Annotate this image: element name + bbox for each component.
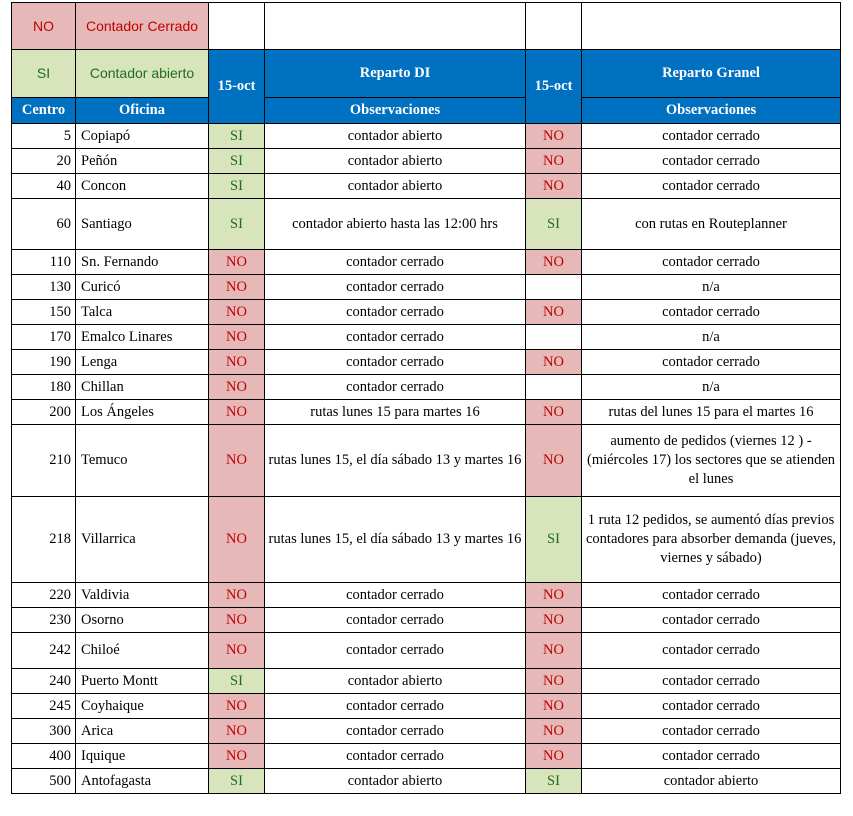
table-row [12, 769, 841, 794]
table-row [12, 669, 841, 694]
reparto-di-status: NO [209, 583, 265, 608]
table-row [12, 325, 841, 350]
table-row [12, 250, 841, 275]
reparto-granel-status [526, 275, 582, 300]
oficina-cell: Osorno [76, 608, 209, 633]
centro-cell: 20 [12, 149, 76, 174]
oficina-cell: Coyhaique [76, 694, 209, 719]
centro-cell: 242 [12, 633, 76, 669]
observacion-di-cell: contador abierto [265, 124, 526, 149]
oficina-cell: Santiago [76, 199, 209, 250]
table-row [12, 744, 841, 769]
observacion-di-cell: rutas lunes 15 para martes 16 [265, 400, 526, 425]
reparto-granel-status: NO [526, 633, 582, 669]
reparto-granel-status: NO [526, 250, 582, 275]
reparto-di-status: SI [209, 669, 265, 694]
reparto-di-status: SI [209, 769, 265, 794]
observacion-granel-cell: contador cerrado [582, 149, 841, 174]
reparto-di-status: NO [209, 400, 265, 425]
observacion-di-cell: contador abierto [265, 769, 526, 794]
centro-cell: 200 [12, 400, 76, 425]
reparto-granel-status [526, 375, 582, 400]
observacion-di-cell: contador cerrado [265, 744, 526, 769]
oficina-cell: Villarrica [76, 497, 209, 583]
table-row [12, 497, 841, 583]
centro-cell: 300 [12, 719, 76, 744]
header-observaciones-granel: Observaciones [582, 98, 841, 124]
reparto-di-status: NO [209, 633, 265, 669]
table-row [12, 719, 841, 744]
oficina-cell: Chiloé [76, 633, 209, 669]
reparto-di-status: NO [209, 275, 265, 300]
reparto-granel-status: SI [526, 769, 582, 794]
observacion-granel-cell: contador cerrado [582, 744, 841, 769]
observacion-di-cell: contador cerrado [265, 719, 526, 744]
table-row [12, 583, 841, 608]
header-oficina: Oficina [76, 98, 209, 124]
observacion-granel-cell: contador cerrado [582, 608, 841, 633]
reparto-granel-status: SI [526, 199, 582, 250]
observacion-di-cell: contador abierto [265, 174, 526, 199]
observacion-di-cell: contador cerrado [265, 375, 526, 400]
observacion-granel-cell: contador cerrado [582, 694, 841, 719]
reparto-granel-status: NO [526, 149, 582, 174]
observacion-granel-cell: con rutas en Routeplanner [582, 199, 841, 250]
table-row [12, 694, 841, 719]
header-date-di: 15-oct [209, 50, 265, 124]
reparto-granel-status: NO [526, 669, 582, 694]
reparto-granel-status: SI [526, 497, 582, 583]
reparto-granel-status: NO [526, 300, 582, 325]
reparto-di-status: NO [209, 744, 265, 769]
observacion-di-cell: contador cerrado [265, 608, 526, 633]
observacion-granel-cell: n/a [582, 275, 841, 300]
reparto-di-status: NO [209, 350, 265, 375]
centro-cell: 150 [12, 300, 76, 325]
reparto-granel-status: NO [526, 174, 582, 199]
oficina-cell: Puerto Montt [76, 669, 209, 694]
oficina-cell: Los Ángeles [76, 400, 209, 425]
oficina-cell: Temuco [76, 425, 209, 497]
legend-no-text: Contador Cerrado [76, 3, 209, 50]
reparto-granel-status: NO [526, 425, 582, 497]
status-table [11, 2, 841, 794]
observacion-di-cell: contador cerrado [265, 583, 526, 608]
centro-cell: 170 [12, 325, 76, 350]
observacion-di-cell: rutas lunes 15, el día sábado 13 y martes 16 [265, 497, 526, 583]
centro-cell: 60 [12, 199, 76, 250]
reparto-di-status: SI [209, 124, 265, 149]
table-row [12, 174, 841, 199]
centro-cell: 110 [12, 250, 76, 275]
observacion-granel-cell: contador cerrado [582, 669, 841, 694]
oficina-cell: Peñón [76, 149, 209, 174]
observacion-di-cell: contador cerrado [265, 350, 526, 375]
reparto-granel-status: NO [526, 719, 582, 744]
reparto-di-status: NO [209, 375, 265, 400]
observacion-di-cell: contador cerrado [265, 325, 526, 350]
observacion-di-cell: contador cerrado [265, 694, 526, 719]
blank-cell [265, 3, 526, 50]
header-reparto-di: Reparto DI [265, 50, 526, 98]
reparto-granel-status: NO [526, 124, 582, 149]
reparto-di-status: NO [209, 300, 265, 325]
oficina-cell: Copiapó [76, 124, 209, 149]
centro-cell: 180 [12, 375, 76, 400]
reparto-granel-status [526, 325, 582, 350]
table-row [12, 275, 841, 300]
centro-cell: 220 [12, 583, 76, 608]
legend-no-badge: NO [12, 3, 76, 50]
oficina-cell: Concon [76, 174, 209, 199]
table-row [12, 425, 841, 497]
oficina-cell: Iquique [76, 744, 209, 769]
reparto-granel-status: NO [526, 400, 582, 425]
table-row [12, 375, 841, 400]
observacion-granel-cell: contador cerrado [582, 719, 841, 744]
reparto-di-status: SI [209, 149, 265, 174]
table-row [12, 199, 841, 250]
header-reparto-granel: Reparto Granel [582, 50, 841, 98]
centro-cell: 5 [12, 124, 76, 149]
observacion-granel-cell: rutas del lunes 15 para el martes 16 [582, 400, 841, 425]
table-row [12, 400, 841, 425]
centro-cell: 190 [12, 350, 76, 375]
centro-cell: 40 [12, 174, 76, 199]
centro-cell: 400 [12, 744, 76, 769]
observacion-di-cell: contador cerrado [265, 300, 526, 325]
observacion-granel-cell: contador cerrado [582, 583, 841, 608]
observacion-di-cell: contador cerrado [265, 250, 526, 275]
header-observaciones-di: Observaciones [265, 98, 526, 124]
observacion-granel-cell: aumento de pedidos (viernes 12 ) - (miércoles 17) los sectores que se atienden el lunes [582, 425, 841, 497]
centro-cell: 245 [12, 694, 76, 719]
centro-cell: 240 [12, 669, 76, 694]
reparto-di-status: NO [209, 719, 265, 744]
reparto-di-status: NO [209, 250, 265, 275]
oficina-cell: Curicó [76, 275, 209, 300]
blank-cell [526, 3, 582, 50]
table-row [12, 633, 841, 669]
header-centro: Centro [12, 98, 76, 124]
reparto-granel-status: NO [526, 583, 582, 608]
centro-cell: 130 [12, 275, 76, 300]
table-row [12, 300, 841, 325]
observacion-granel-cell: contador cerrado [582, 124, 841, 149]
observacion-granel-cell: contador cerrado [582, 250, 841, 275]
observacion-di-cell: rutas lunes 15, el día sábado 13 y martes 16 [265, 425, 526, 497]
reparto-di-status: SI [209, 174, 265, 199]
centro-cell: 230 [12, 608, 76, 633]
table-row [12, 124, 841, 149]
reparto-di-status: NO [209, 325, 265, 350]
reparto-granel-status: NO [526, 350, 582, 375]
observacion-granel-cell: n/a [582, 375, 841, 400]
reparto-di-status: NO [209, 425, 265, 497]
observacion-di-cell: contador abierto [265, 669, 526, 694]
observacion-granel-cell: n/a [582, 325, 841, 350]
observacion-granel-cell: contador cerrado [582, 174, 841, 199]
oficina-cell: Sn. Fernando [76, 250, 209, 275]
reparto-granel-status: NO [526, 694, 582, 719]
observacion-di-cell: contador abierto hasta las 12:00 hrs [265, 199, 526, 250]
blank-cell [582, 3, 841, 50]
observacion-di-cell: contador abierto [265, 149, 526, 174]
observacion-granel-cell: contador cerrado [582, 300, 841, 325]
table-row [12, 350, 841, 375]
oficina-cell: Antofagasta [76, 769, 209, 794]
centro-cell: 500 [12, 769, 76, 794]
legend-si-text: Contador abierto [76, 50, 209, 98]
legend-si-badge: SI [12, 50, 76, 98]
reparto-granel-status: NO [526, 744, 582, 769]
table-row [12, 149, 841, 174]
reparto-granel-status: NO [526, 608, 582, 633]
oficina-cell: Chillan [76, 375, 209, 400]
header-date-granel: 15-oct [526, 50, 582, 124]
oficina-cell: Arica [76, 719, 209, 744]
reparto-di-status: NO [209, 497, 265, 583]
observacion-granel-cell: contador abierto [582, 769, 841, 794]
observacion-granel-cell: 1 ruta 12 pedidos, se aumentó días previos contadores para absorber demanda (jueves, viernes y sábado) [582, 497, 841, 583]
observacion-granel-cell: contador cerrado [582, 350, 841, 375]
blank-cell [209, 3, 265, 50]
oficina-cell: Valdivia [76, 583, 209, 608]
reparto-di-status: NO [209, 694, 265, 719]
observacion-di-cell: contador cerrado [265, 275, 526, 300]
oficina-cell: Talca [76, 300, 209, 325]
centro-cell: 218 [12, 497, 76, 583]
observacion-granel-cell: contador cerrado [582, 633, 841, 669]
oficina-cell: Emalco Linares [76, 325, 209, 350]
table-row [12, 608, 841, 633]
observacion-di-cell: contador cerrado [265, 633, 526, 669]
reparto-di-status: NO [209, 608, 265, 633]
centro-cell: 210 [12, 425, 76, 497]
reparto-di-status: SI [209, 199, 265, 250]
oficina-cell: Lenga [76, 350, 209, 375]
